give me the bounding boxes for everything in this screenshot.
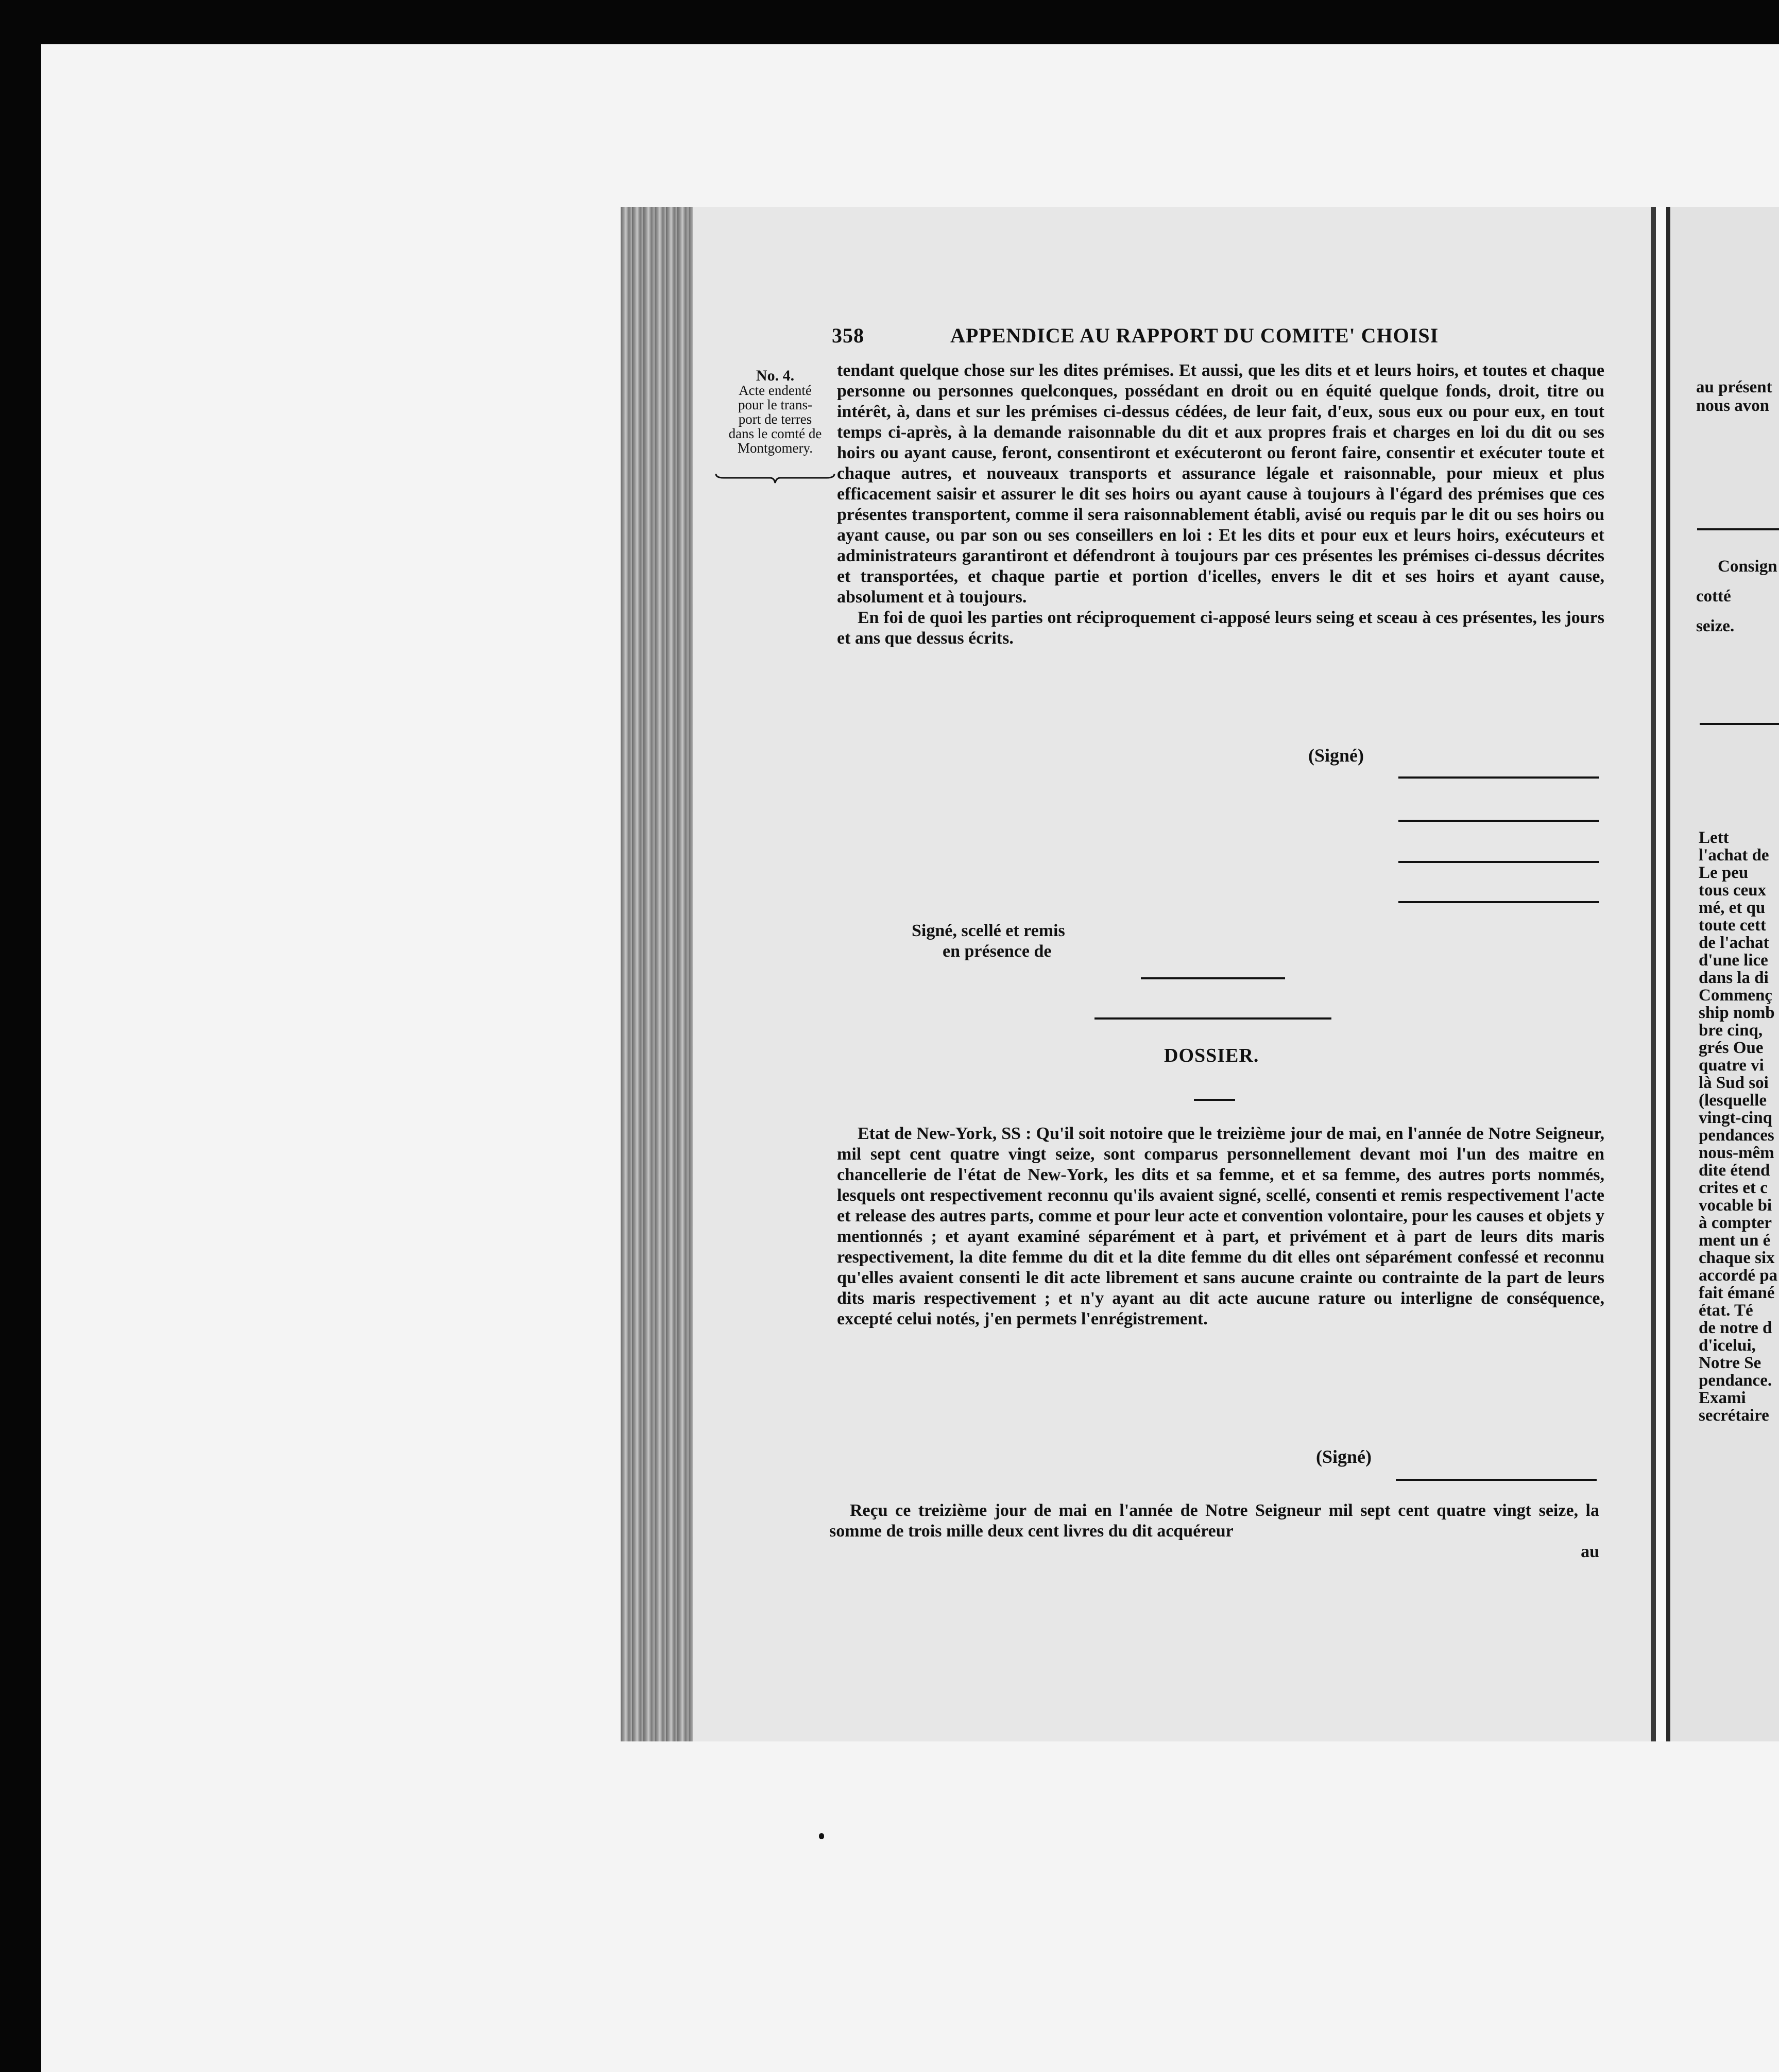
dossier-paragraph: Etat de New-York, SS : Qu'il soit notoire que le treizième jour de mai, en l'année de Notre Seigneur, mil sept cent quatre vingt seize, sont comparus personnellement devant moi l'un des maitre en chancellerie de l'état de New-York, les dits et sa femme, et et sa femme, des autres ports nommés, lesquels ont respectivement reconnu qu'ils avaient signé, scellé, consenti et remis respectivement l'acte et release des autres parts, comme et pour leur acte et convention volontaire, pour les causes et objets y mentionnés ; et ayant examiné séparément et à part, et privément et à part de leurs dits maris respectivement, la dite femme du dit et la dite femme du dit elles ont séparément confessé et reconnu qu'elles avaient consenti le dit acte librement et sans aucune crainte ou contrainte de la part de leurs dits maris respectivement ; et n'y ayant au dit acte aucune rature ou interligne de conséquence, excepté celui notés, j'en permets l'enrégistrement. [837, 1124, 1604, 1328]
facing-page-column: Lett l'achat de Le peu tous ceux mé, et qu toute cett de l'achat d'une lice dans la di Commenç ship nomb bre cinq, grés Oue quatre vi là Sud soi (lesquelle vingt-cinq pendances nous-mêm dite étend crites et c vocable bi à compter ment un é chaque six accordé pa fait émané état. Té de notre d d'icelui, Notre Se pendance. Exami secrétaire [1699, 828, 1778, 1425]
signature-line [1398, 861, 1599, 863]
page-number: 358 [832, 324, 864, 347]
margin-note-line: pour le trans- [738, 397, 812, 412]
witness-line: en présence de [943, 942, 1052, 961]
margin-note-number: No. 4. [756, 367, 795, 384]
witness-line: Signé, scellé et remis [912, 921, 1065, 940]
margin-brace-icon [713, 473, 837, 485]
margin-note [713, 369, 837, 455]
book-gutter [1656, 207, 1666, 1741]
page-title: APPENDICE AU RAPPORT DU COMITE' CHOISI [950, 324, 1439, 347]
facing-page-text: cotté [1696, 587, 1731, 606]
signature-line [1398, 820, 1599, 822]
top-scan-border [0, 0, 1779, 44]
margin-note-line: Montgomery. [738, 440, 813, 456]
facing-page-text: seize. [1696, 617, 1735, 635]
witness-clause [912, 921, 1065, 962]
signature-line [1396, 1479, 1597, 1481]
signature-label: (Signé) [1308, 745, 1364, 766]
dossier-body [837, 1124, 1604, 1329]
facing-page-text: Consign [1718, 557, 1777, 576]
receipt-paragraph [829, 1500, 1599, 1562]
page-stack-edge [621, 207, 693, 1741]
facing-page-text: nous avon [1696, 396, 1770, 415]
signature-label: (Signé) [1316, 1446, 1372, 1467]
signature-line [1398, 901, 1599, 903]
facing-page-rule [1700, 723, 1779, 725]
section-divider [1094, 1017, 1331, 1020]
witness-signature-line [1141, 977, 1285, 979]
receipt-text: Reçu ce treizième jour de mai en l'année de Notre Seigneur mil sept cent quatre vingt seize, la somme de trois mille deux cent livres du dit acquéreur [829, 1501, 1599, 1541]
deed-paragraph: En foi de quoi les parties ont réciproquement ci-apposé leurs seing et sceau à ces présentes, les jours et ans que dessus écrits. [837, 608, 1604, 648]
signature-line [1398, 776, 1599, 779]
margin-note-line: dans le comté de [728, 426, 822, 441]
facing-page-text: au présent [1696, 378, 1772, 396]
deed-paragraph: tendant quelque chose sur les dites prémises. Et aussi, que les dits et et leurs hoirs, et toutes et chaque personne ou personnes quelconques, possédant en droit ou en équité quelque fonds, droit, titre ou intérêt, à, dans et sur les prémises ci-dessus cédées, de leur fait, d'eux, sous eux ou pour eux, en tout temps ci-après, à la demande raisonnable du dit et aux propres frais et charges en loi du dit ou ses hoirs ou ayant cause, feront, consentiront et exécuteront ou feront faire, consentir et exécuter toute et chaque autres, et nouveaux transports et assurance légale et raisonnable, pour mieux et plus efficacement saisir et assurer le dit ses hoirs ou ayant cause à toujours à l'égard des prémises que ces présentes transportent, comme il sera raisonnablement établi, avisé ou requis par le dit ou ses hoirs ou ayant cause, ou par son ou ses conseillers en loi : Et les dits et pour eux et leurs hoirs, exécuteurs et administrateurs garantiront et défendront à toujours par ces présentes les prémises ci-dessus décrites et transportées, et chaque partie et portion d'icelles, envers le dit et ses hoirs et ayant cause, absolument et à toujours. [837, 361, 1604, 607]
margin-note-line: port de terres [738, 411, 812, 427]
scan-speck [819, 1833, 824, 1839]
margin-note-line: Acte endenté [739, 383, 812, 398]
deed-body [837, 360, 1604, 649]
facing-page-rule [1697, 528, 1779, 530]
left-scan-border [0, 0, 41, 2072]
dossier-heading: DOSSIER. [1164, 1045, 1259, 1066]
heading-rule [1194, 1099, 1235, 1101]
receipt-last-word: au [1581, 1542, 1599, 1561]
